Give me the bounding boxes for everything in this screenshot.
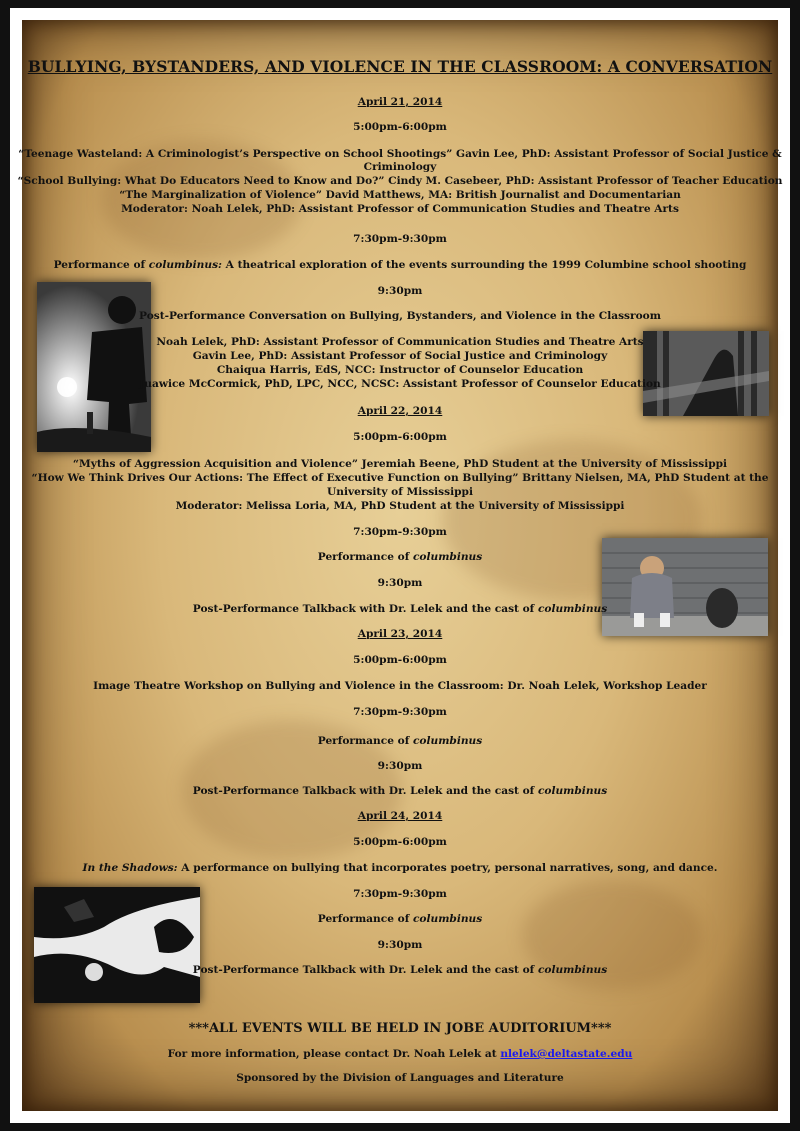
poster-title: BULLYING, BYSTANDERS, AND VIOLENCE IN THE CLASSROOM: A CONVERSATION xyxy=(27,57,773,76)
day2-date: April 22, 2014 xyxy=(357,405,443,417)
day2-time1: 5:00pm-6:00pm xyxy=(353,431,447,443)
day1-talk1-line1: “Teenage Wasteland: A Criminologist’s Perspective on School Shootings” Gavin Lee, PhD: Assistant Professor of Social Justice & xyxy=(18,148,782,160)
day1-date: April 21, 2014 xyxy=(357,96,443,108)
day3-talkback: Post-Performance Talkback with Dr. Lelek and the cast of columbinus xyxy=(192,785,608,797)
day3-workshop: Image Theatre Workshop on Bullying and Violence in the Classroom: Dr. Noah Lelek, Workshop Leader xyxy=(93,680,707,692)
day1-moderator: Moderator: Noah Lelek, PhD: Assistant Professor of Communication Studies and Theatre Arts xyxy=(121,203,679,215)
day2-performance: Performance of columbinus xyxy=(317,551,483,563)
day3-time1: 5:00pm-6:00pm xyxy=(353,654,447,666)
day2-talk2-line2: University of Mississippi xyxy=(327,486,473,498)
day1-panelist-3: Chaiqua Harris, EdS, NCC: Instructor of Counselor Education xyxy=(216,364,584,376)
day2-time2: 7:30pm-9:30pm xyxy=(353,526,447,538)
day4-performance: Performance of columbinus xyxy=(317,913,483,925)
day1-panelist-4: Juawice McCormick, PhD, LPC, NCC, NCSC: Assistant Professor of Counselor Education xyxy=(139,378,661,390)
day3-time2: 7:30pm-9:30pm xyxy=(353,706,447,718)
day1-time1: 5:00pm-6:00pm xyxy=(353,121,447,133)
day1-panelist-2: Gavin Lee, PhD: Assistant Professor of Social Justice and Criminology xyxy=(192,350,608,362)
sponsor-line: Sponsored by the Division of Languages and Literature xyxy=(236,1072,564,1084)
day4-show: In the Shadows: A performance on bullying that incorporates poetry, personal narratives, song, and dance. xyxy=(82,862,718,874)
day4-date: April 24, 2014 xyxy=(357,810,443,822)
day3-date: April 23, 2014 xyxy=(357,628,443,640)
day2-talkback: Post-Performance Talkback with Dr. Lelek and the cast of columbinus xyxy=(192,603,608,615)
day4-talkback: Post-Performance Talkback with Dr. Lelek and the cast of columbinus xyxy=(192,964,608,976)
day2-talk2-line1: “How We Think Drives Our Actions: The Effect of Executive Function on Bullying” Brittany Nielsen, MA, PhD Student at the xyxy=(31,472,769,484)
day2-time3: 9:30pm xyxy=(377,577,423,589)
contact-line: For more information, please contact Dr. Noah Lelek at nlelek@deltastate.edu xyxy=(167,1048,633,1060)
day1-time3: 9:30pm xyxy=(377,285,423,297)
day1-talk3: “The Marginalization of Violence” David Matthews, MA: British Journalist and Documentarian xyxy=(119,189,681,201)
day4-time3: 9:30pm xyxy=(377,939,423,951)
day4-time1: 5:00pm-6:00pm xyxy=(353,836,447,848)
day1-performance: Performance of columbinus: A theatrical exploration of the events surrounding the 1999 Columbine school shooting xyxy=(53,259,747,271)
day4-time2: 7:30pm-9:30pm xyxy=(353,888,447,900)
day2-talk1: “Myths of Aggression Acquisition and Violence” Jeremiah Beene, PhD Student at the University of Mississippi xyxy=(72,458,728,470)
day1-talk1-line2: Criminology xyxy=(363,161,437,173)
email-link[interactable]: nlelek@deltastate.edu xyxy=(500,1048,633,1060)
day1-panelist-1: Noah Lelek, PhD: Assistant Professor of Communication Studies and Theatre Arts xyxy=(156,336,644,348)
venue-notice: ***ALL EVENTS WILL BE HELD IN JOBE AUDITORIUM*** xyxy=(188,1021,612,1036)
day1-post-conversation: Post-Performance Conversation on Bullying, Bystanders, and Violence in the Classroom xyxy=(139,310,661,322)
day1-time2: 7:30pm-9:30pm xyxy=(353,233,447,245)
day1-talk2: “School Bullying: What Do Educators Need to Know and Do?” Cindy M. Casebeer, PhD: Assistant Professor of Teacher Education xyxy=(17,175,783,187)
day3-performance: Performance of columbinus xyxy=(317,735,483,747)
day2-moderator: Moderator: Melissa Loria, MA, PhD Student at the University of Mississippi xyxy=(175,500,625,512)
day3-time3: 9:30pm xyxy=(377,760,423,772)
